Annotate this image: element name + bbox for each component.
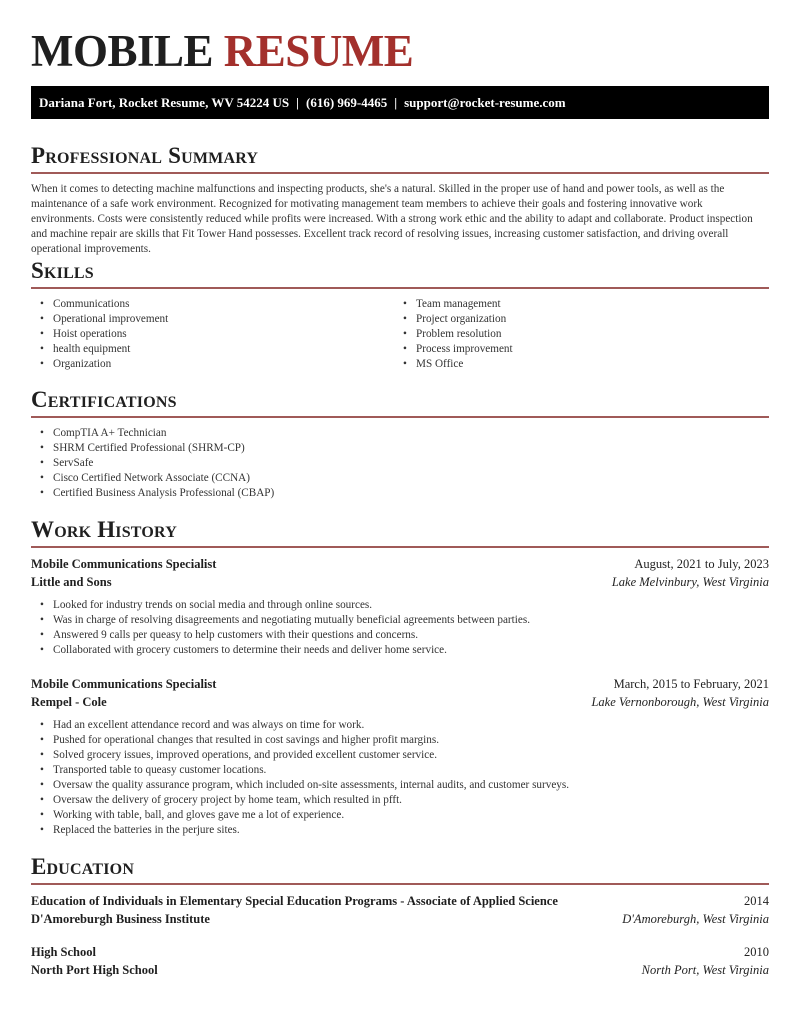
summary-section [31, 143, 769, 268]
job-bullet: • Answered 9 calls per queasy to help customers with their questions and concerns. [31, 628, 769, 643]
section-heading: Education [31, 854, 769, 885]
skill-item: • MS Office [394, 357, 757, 372]
job-bullet: • Working with table, ball, and gloves gave me a lot of experience. [31, 808, 769, 823]
certification-item: • Certified Business Analysis Professional (CBAP) [31, 486, 769, 501]
company: Little and Sons [31, 575, 112, 589]
section-heading: Professional Summary [31, 143, 769, 174]
skill-item: • Operational improvement [31, 312, 394, 327]
school-location: North Port, West Virginia [641, 963, 769, 977]
job-entry [31, 675, 769, 838]
skills-right [394, 297, 757, 372]
skill-item: • Organization [31, 357, 394, 372]
job-bullet: • Oversaw the delivery of grocery project by home team, which resulted in pfft. [31, 793, 769, 808]
education-section [31, 854, 769, 979]
address: Dariana Fort, Rocket Resume, WV 54224 US [39, 95, 290, 110]
job-bullet: • Looked for industry trends on social media and through online sources. [31, 598, 769, 613]
section-heading: Certifications [31, 387, 769, 418]
school: North Port High School [31, 963, 158, 977]
resume-title [31, 24, 413, 78]
title-first: MOBILE [31, 26, 214, 76]
summary-text: When it comes to detecting machine malfunctions and inspecting products, she's a natural. Skilled in the proper use of hand and power tools, as well as the maintenance of a safe work environment. Recognized for motivating management team members to achieve their goals and fostering innovative work environments. Costs were consistently reduced while profits were increased. With a strong work ethic and the ability to adapt and collaborate. Product inspection and machine repair are skills that Fit Tower Hand possesses. Excellent track record of resolving issues, increasing customer satisfaction, and driving overall operational improvements. [31, 183, 753, 255]
job-bullet: • Pushed for operational changes that resulted in cost savings and higher profit margins. [31, 733, 769, 748]
job-bullet: • Collaborated with grocery customers to determine their needs and deliver home service. [31, 643, 769, 658]
skill-item: • Communications [31, 297, 394, 312]
company: Rempel - Cole [31, 695, 107, 709]
skill-item: • Process improvement [394, 342, 757, 357]
job-location: Lake Melvinbury, West Virginia [611, 575, 769, 589]
job-location: Lake Vernonborough, West Virginia [591, 695, 769, 709]
education-entry [31, 943, 769, 979]
job-dates: August, 2021 to July, 2023 [634, 557, 769, 571]
certifications-section [31, 387, 769, 501]
skill-item: • Problem resolution [394, 327, 757, 342]
separator: | [296, 95, 299, 110]
skill-item: • Project organization [394, 312, 757, 327]
education-entry [31, 892, 769, 928]
skills-left [31, 297, 394, 372]
job-bullet: • Had an excellent attendance record and was always on time for work. [31, 718, 769, 733]
job-bullet: • Transported table to queasy customer locations. [31, 763, 769, 778]
skill-item: • health equipment [31, 342, 394, 357]
section-heading: Skills [31, 258, 769, 289]
education-year: 2010 [744, 945, 769, 959]
job-dates: March, 2015 to February, 2021 [613, 677, 769, 691]
email: support@rocket-resume.com [404, 95, 566, 110]
job-title: Mobile Communications Specialist [31, 677, 217, 691]
degree: High School [31, 945, 96, 959]
job-bullet: • Oversaw the quality assurance program, which included on-site assessments, internal audits, and customer surveys. [31, 778, 769, 793]
school-location: D'Amoreburgh, West Virginia [622, 912, 769, 926]
certification-item: • CompTIA A+ Technician [31, 426, 769, 441]
section-heading: Work History [31, 517, 769, 548]
contact-bar [31, 86, 769, 119]
job-entry [31, 555, 769, 658]
certification-item: • SHRM Certified Professional (SHRM-CP) [31, 441, 769, 456]
work-history-section [31, 517, 769, 838]
school: D'Amoreburgh Business Institute [31, 912, 210, 926]
separator: | [394, 95, 398, 110]
title-second: RESUME [223, 26, 414, 76]
job-bullet: • Was in charge of resolving disagreements and negotiating mutually beneficial agreements between parties. [31, 613, 769, 628]
skill-item: • Team management [394, 297, 757, 312]
certification-item: • Cisco Certified Network Associate (CCNA) [31, 471, 769, 486]
degree: Education of Individuals in Elementary Special Education Programs - Associate of Applied Science [31, 894, 558, 908]
skill-item: • Hoist operations [31, 327, 394, 342]
education-year: 2014 [744, 894, 769, 908]
phone: (616) 969-4465 [306, 95, 388, 110]
skills-section [31, 258, 769, 372]
job-bullet: • Replaced the batteries in the perjure sites. [31, 823, 769, 838]
certification-item: • ServSafe [31, 456, 769, 471]
job-title: Mobile Communications Specialist [31, 557, 217, 571]
job-bullet: • Solved grocery issues, improved operations, and provided excellent customer service. [31, 748, 769, 763]
